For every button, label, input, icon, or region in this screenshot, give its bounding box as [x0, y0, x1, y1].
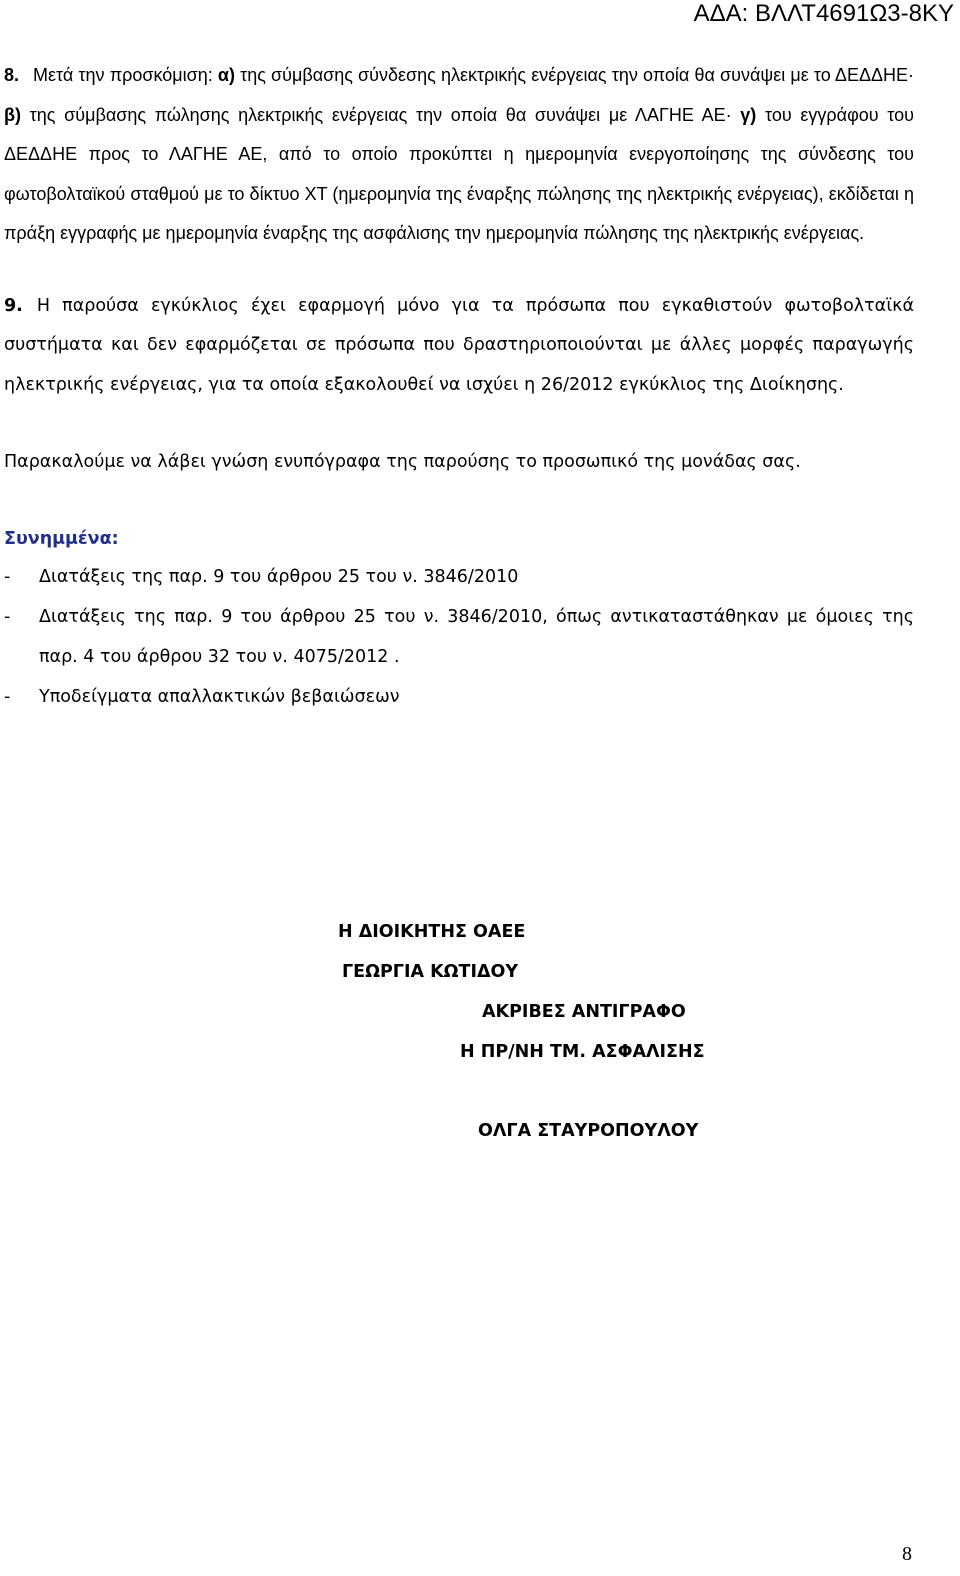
director-name: ΓΕΩΡΓΙΑ ΚΩΤΙΔΟΥ: [342, 962, 519, 982]
attachment-item: [4, 597, 914, 677]
page-number: 8: [902, 1543, 912, 1565]
director-title: Η ΔΙΟΙΚΗΤΗΣ ΟΑΕΕ: [338, 922, 526, 942]
section-head-title: Η ΠΡ/ΝΗ ΤΜ. ΑΣΦΑΛΙΣΗΣ: [460, 1042, 705, 1062]
paragraph-8-number: 8.: [4, 65, 20, 85]
paragraph-9-number: 9.: [4, 295, 23, 316]
attachments-title: Συνημμένα:: [4, 528, 119, 549]
attachment-text: Διατάξεις της παρ. 9 του άρθρου 25 του ν. 3846/2010, όπως αντικαταστάθηκαν με όμοιες της παρ. 4 του άρθρου 32 του ν. 4075/2012 .: [39, 606, 914, 667]
document-body: [4, 56, 914, 717]
document-id-header: ΑΔΑ: ΒΛΛΤ4691Ω3-8ΚΥ: [693, 0, 954, 27]
paragraph-8-text-1: Μετά την προσκόμιση:: [33, 65, 218, 85]
paragraph-8-label-b: β): [4, 104, 21, 125]
attachment-item: [4, 557, 914, 597]
attachment-dash: -: [4, 606, 11, 627]
paragraph-8-label-a: α): [217, 65, 235, 85]
paragraph-8: [4, 56, 914, 254]
section-head-name: ΟΛΓΑ ΣΤΑΥΡΟΠΟΥΛΟΥ: [478, 1121, 699, 1141]
certified-copy-label: ΑΚΡΙΒΕΣ ΑΝΤΙΓΡΑΦΟ: [482, 1002, 686, 1022]
attachment-dash: -: [4, 686, 11, 707]
paragraph-9-text: Η παρούσα εγκύκλιος έχει εφαρμογή μόνο για τα πρόσωπα που εγκαθιστούν φωτοβολταϊκά συστήματα και δεν εφαρμόζεται σε πρόσωπα που δραστηριοποιούνται με άλλες μορφές παραγωγής ηλεκτρικής ενέργειας, για τα οποία εξακολουθεί να ισχύει η 26/2012 εγκύκλιος της Διοίκησης.: [4, 295, 914, 395]
paragraph-9: [4, 287, 914, 406]
attachment-item: [4, 677, 914, 717]
attachments-list: [4, 557, 914, 717]
attachment-text: Διατάξεις της παρ. 9 του άρθρου 25 του ν. 3846/2010: [39, 566, 519, 587]
attachment-dash: -: [4, 566, 11, 587]
attachment-text: Υποδείγματα απαλλακτικών βεβαιώσεων: [39, 686, 400, 707]
paragraph-8-text-2: της σύμβασης σύνδεσης ηλεκτρικής ενέργειας την οποία θα συνάψει με το ΔΕΔΔΗΕ·: [234, 65, 915, 85]
request-paragraph: Παρακαλούμε να λάβει γνώση ενυπόγραφα της παρούσης το προσωπικό της μονάδας σας.: [4, 452, 801, 472]
paragraph-8-label-c: γ): [740, 104, 757, 125]
paragraph-8-text-4: του εγγράφου του ΔΕΔΔΗΕ προς το ΛΑΓΗΕ ΑΕ, από το οποίο προκύπτει η ημερομηνία ενεργοποίησης της σύνδεσης του φωτοβολταϊκού σταθμού με το δίκτυο ΧΤ (ημερομηνία της έναρξης πώλησης της ηλεκτρικής ενέργειας), εκδίδεται η πράξη εγγραφής με ημερομηνία έναρξης της ασφάλισης την ημερομηνία πώλησης της ηλεκτρικής ενέργειας.: [4, 104, 914, 243]
paragraph-8-text-3: της σύμβασης πώλησης ηλεκτρικής ενέργειας την οποία θα συνάψει με ΛΑΓΗΕ ΑΕ·: [20, 104, 741, 125]
